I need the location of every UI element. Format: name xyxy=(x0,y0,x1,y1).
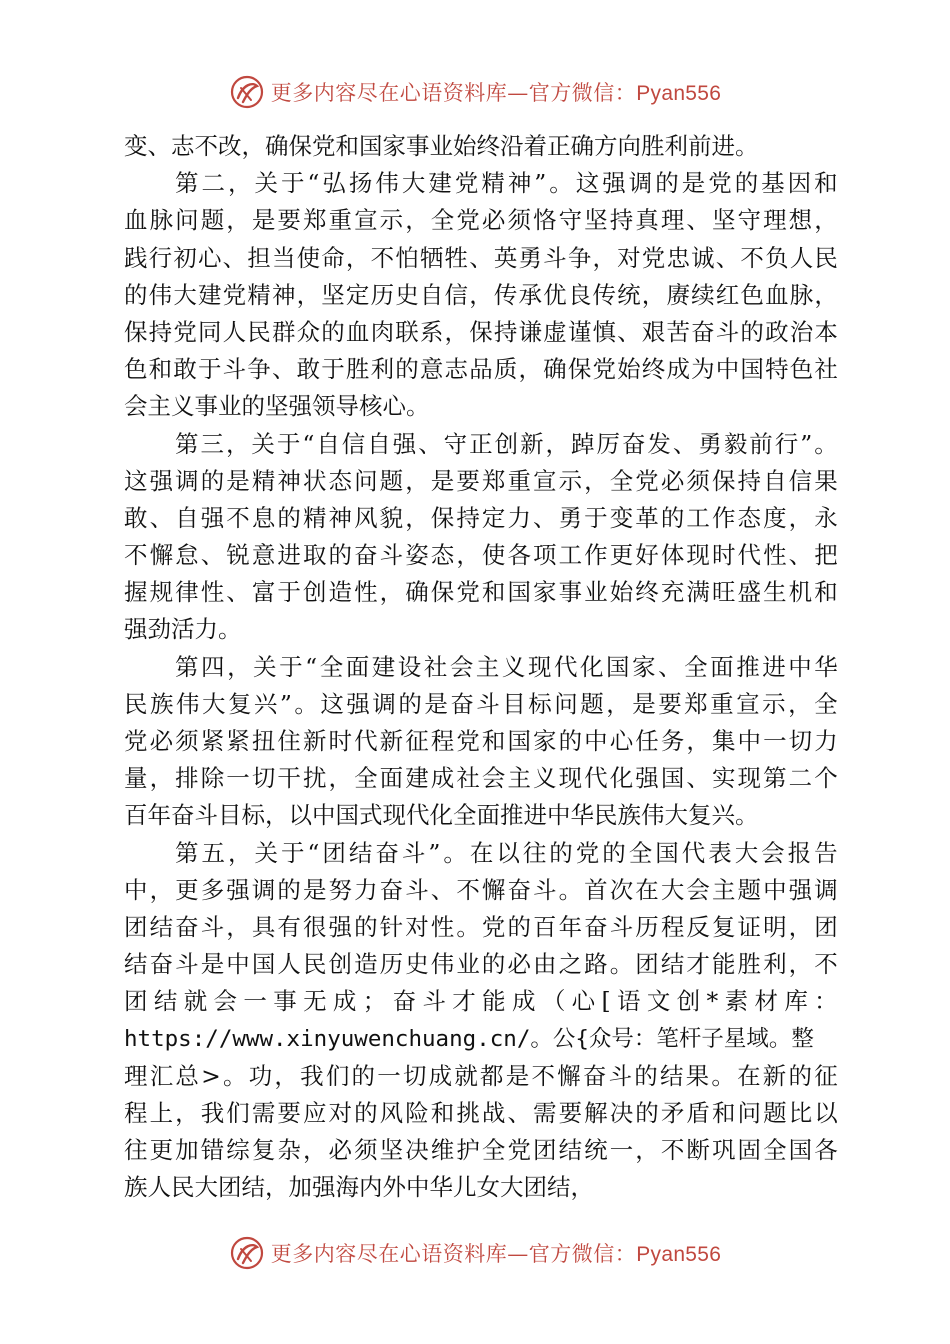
text-line: 这 强 调 的 是 精 神 状 态 问 题 ， 是 要 郑 重 宣 示 ， 全 党 必 须 保 持 自 信 果 xyxy=(124,466,838,495)
text-line: 往 更 加 错 综 复 杂 ， 必 须 坚 决 维 护 全 党 团 结 统 一 ， 不 断 巩 固 全 国 各 xyxy=(124,1136,838,1165)
text-line: 百年奋斗目标，以中国式现代化全面推进中华民族伟大复兴。 xyxy=(124,801,759,830)
footer-banner xyxy=(0,1233,950,1273)
banner-text: 更多内容尽在心语资料库—官方微信：Pyan556 xyxy=(270,81,722,105)
text-line: 中 ， 更 多 强 调 的 是 努 力 奋 斗 、 不 懈 奋 斗 。 首 次 在 大 会 主 题 中 强 调 xyxy=(124,875,838,904)
text-line: 民 族 伟 大 复 兴 ” 。 这 强 调 的 是 奋 斗 目 标 问 题 ， 是 要 郑 重 宣 示 ， 全 xyxy=(124,689,838,718)
text-line: 握 规 律 性 、 富 于 创 造 性 ， 确 保 党 和 国 家 事 业 始 终 充 满 旺 盛 生 机 和 xyxy=(124,578,838,607)
document-body xyxy=(124,128,838,1206)
text-line: 变、志不改，确保党和国家事业始终沿着正确方向胜利前进。 xyxy=(124,132,759,160)
logo-icon xyxy=(229,1235,265,1271)
header-banner xyxy=(0,72,950,112)
text-line: 理 汇 总 > 。 功 ， 我 们 的 一 切 成 就 都 是 不 懈 奋 斗 的 结 果 。 在 新 的 征 xyxy=(124,1061,838,1090)
banner-text: 更多内容尽在心语资料库—官方微信：Pyan556 xyxy=(270,1242,722,1266)
text-line: 强劲活力。 xyxy=(124,615,242,644)
text-line: 践 行 初 心 、 担 当 使 命 ， 不 怕 牺 牲 、 英 勇 斗 争 ， 对 党 忠 诚 、 不 负 人 民 xyxy=(124,243,838,272)
text-line: 血 脉 问 题 ， 是 要 郑 重 宣 示 ， 全 党 必 须 恪 守 坚 持 真 理 、 坚 守 理 想 ， xyxy=(124,206,838,235)
text-line: 团 结 奋 斗 ， 具 有 很 强 的 针 对 性 。 党 的 百 年 奋 斗 历 程 反 复 证 明 ， 团 xyxy=(124,912,838,941)
text-line: 程 上 ， 我 们 需 要 应 对 的 风 险 和 挑 战 、 需 要 解 决 的 矛 盾 和 问 题 比 以 xyxy=(124,1098,838,1127)
text-line: 敢 、 自 强 不 息 的 精 神 风 貌 ， 保 持 定 力 、 勇 于 变 革 的 工 作 态 度 ， 永 xyxy=(124,503,838,532)
text-line: 第 五 ， 关 于 “ 团 结 奋 斗 ” 。 在 以 往 的 党 的 全 国 代 表 大 会 报 告 xyxy=(175,838,838,867)
text-line: 第 二 ， 关 于 “ 弘 扬 伟 大 建 党 精 神 ” 。 这 强 调 的 是 党 的 基 因 和 xyxy=(175,169,838,198)
text-line: 不 懈 怠 、 锐 意 进 取 的 奋 斗 姿 态 ， 使 各 项 工 作 更 好 体 现 时 代 性 、 把 xyxy=(124,541,838,570)
text-line: 第 三 ， 关 于 “ 自 信 自 强 、 守 正 创 新 ， 踔 厉 奋 发 、 勇 毅 前 行 ” 。 xyxy=(175,429,838,458)
text-line: 量 ， 排 除 一 切 干 扰 ， 全 面 建 成 社 会 主 义 现 代 化 强 国 、 实 现 第 二 个 xyxy=(124,764,838,793)
text-line: 党 必 须 紧 紧 扭 住 新 时 代 新 征 程 党 和 国 家 的 中 心 任 务 ， 集 中 一 切 力 xyxy=(124,727,838,755)
text-line: 会主义事业的坚强领导核心。 xyxy=(124,392,430,421)
text-line: 第 四 ， 关 于 “ 全 面 建 设 社 会 主 义 现 代 化 国 家 、 全 面 推 进 中 华 xyxy=(175,652,838,681)
text-line: 保 持 党 同 人 民 群 众 的 血 肉 联 系 ， 保 持 谦 虚 谨 慎 、 艰 苦 奋 斗 的 政 治 本 xyxy=(124,317,838,346)
text-line: 族人民大团结，加强海内外中华儿女大团结， xyxy=(124,1173,594,1202)
text-line: 的 伟 大 建 党 精 神 ， 坚 定 历 史 自 信 ， 传 承 优 良 传 统 ， 赓 续 红 色 血 脉 ， xyxy=(124,280,838,309)
text-line: 色 和 敢 于 斗 争 、 敢 于 胜 利 的 意 志 品 质 ， 确 保 党 始 终 成 为 中 国 特 色 社 xyxy=(124,355,838,384)
logo-icon xyxy=(229,74,265,110)
text-line: 结 奋 斗 是 中 国 人 民 创 造 历 史 伟 业 的 必 由 之 路 。 团 结 才 能 胜 利 ， 不 xyxy=(124,950,838,979)
text-line: https://www.xinyuwenchuang.cn/。公{众号：笔杆子星域。整 xyxy=(124,1025,814,1052)
text-line: 团 结 就 会 一 事 无 成 ； 奋 斗 才 能 成 （ 心 [ 语 文 创 * 素 材 库 ： xyxy=(124,987,838,1016)
